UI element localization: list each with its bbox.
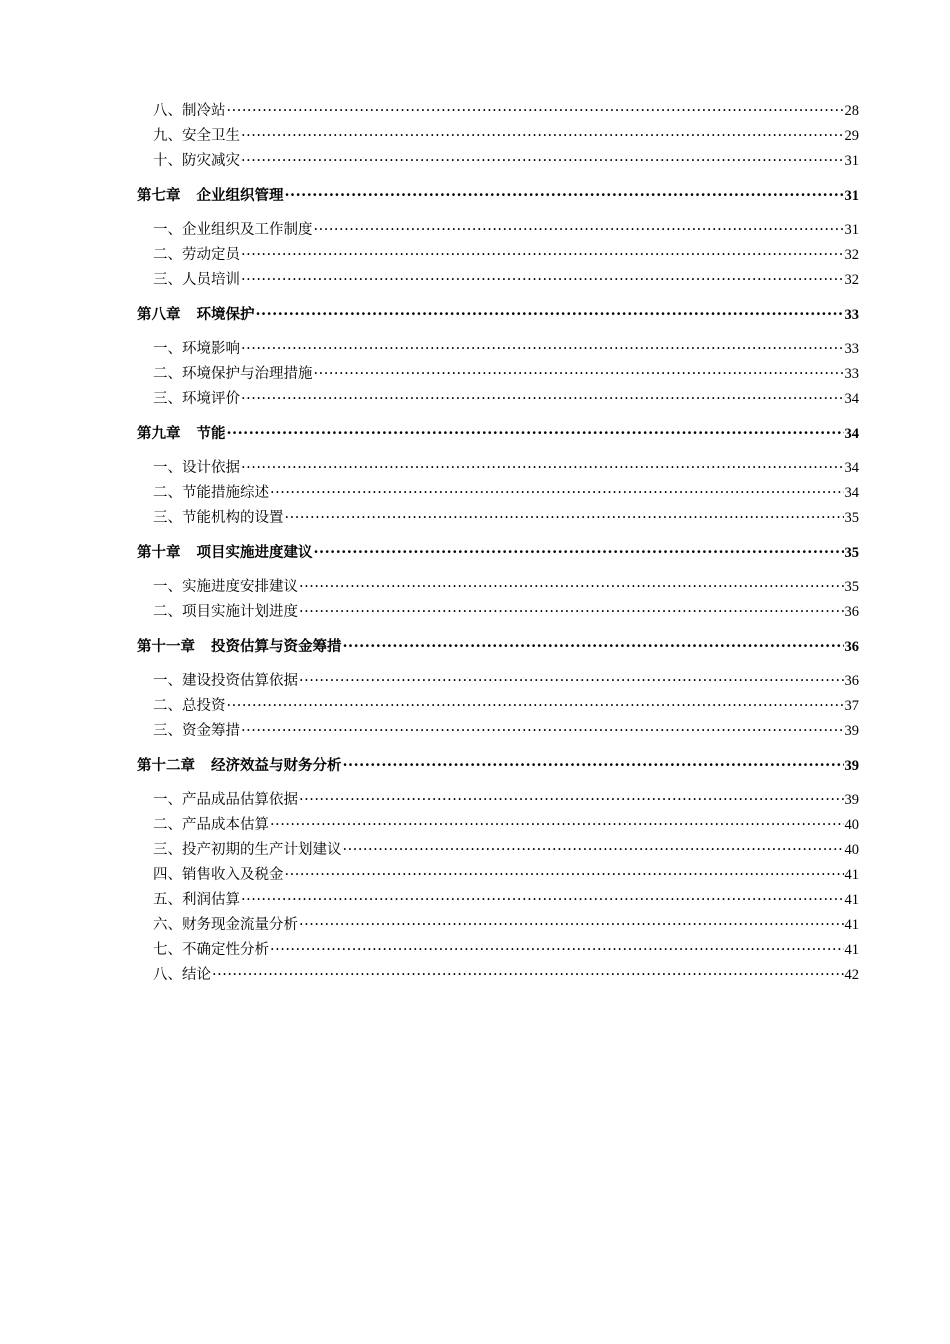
- page-number: 35: [844, 579, 859, 595]
- dot-leader: [299, 575, 844, 600]
- toc-chapter-entry[interactable]: [137, 753, 859, 779]
- dot-leader: [241, 456, 844, 481]
- toc-entry-label: 二、劳动定员: [153, 247, 240, 263]
- dot-leader: [285, 183, 844, 208]
- page-number: 35: [844, 510, 859, 526]
- toc-entry-label: 三、人员培训: [153, 272, 240, 288]
- toc-section-entry[interactable]: [137, 963, 859, 988]
- toc-entry-label: 三、节能机构的设置: [153, 510, 284, 526]
- toc-entry-label: 七、不确定性分析: [153, 942, 269, 958]
- chapter-number: 第十一章: [137, 638, 195, 655]
- dot-leader: [270, 938, 844, 963]
- toc-entry-label: 一、实施进度安排建议: [153, 579, 298, 595]
- page-number: 41: [844, 867, 859, 883]
- toc-entry-title: [153, 243, 240, 268]
- toc-chapter-entry[interactable]: [137, 540, 859, 566]
- page-number: 33: [844, 307, 859, 323]
- toc-entry-title: [153, 387, 240, 412]
- toc-entry-label: 二、环境保护与治理措施: [153, 366, 313, 382]
- dot-leader: [241, 387, 844, 412]
- page-number: 37: [844, 698, 859, 714]
- toc-chapter-entry[interactable]: [137, 634, 859, 660]
- toc-entry-title: [153, 506, 284, 531]
- page-number: 31: [844, 222, 859, 238]
- dot-leader: [241, 888, 844, 913]
- page-number: 41: [844, 942, 859, 958]
- toc-entry-title: [153, 481, 269, 506]
- dot-leader: [343, 634, 844, 659]
- page-number: 34: [844, 426, 859, 442]
- toc-section-entry[interactable]: [137, 938, 859, 963]
- toc-entry-title: [137, 540, 313, 565]
- toc-entry-title: [153, 575, 298, 600]
- toc-chapter-entry[interactable]: [137, 183, 859, 209]
- toc-entry-label: 九、安全卫生: [153, 128, 240, 144]
- toc-entry-title: [137, 183, 284, 208]
- dot-leader: [227, 421, 844, 446]
- dot-leader: [314, 540, 844, 565]
- toc-entry-label: 三、环境评价: [153, 391, 240, 407]
- toc-entry-label: 项目实施进度建议: [196, 544, 313, 561]
- toc-entry-label: 一、企业组织及工作制度: [153, 222, 313, 238]
- toc-entry-title: [153, 456, 240, 481]
- toc-section-entry[interactable]: [137, 719, 859, 744]
- toc-section-entry[interactable]: [137, 456, 859, 481]
- page-number: 36: [844, 604, 859, 620]
- toc-entry-title: [153, 838, 342, 863]
- page-number: 36: [844, 639, 859, 655]
- toc-entry-title: [153, 913, 298, 938]
- toc-entry-label: 经济效益与财务分析: [211, 757, 342, 774]
- toc-section-entry[interactable]: [137, 218, 859, 243]
- page-number: 34: [844, 460, 859, 476]
- toc-entry-title: [153, 669, 298, 694]
- toc-entry-label: 三、投产初期的生产计划建议: [153, 842, 342, 858]
- toc-section-entry[interactable]: [137, 575, 859, 600]
- toc-entry-title: [153, 863, 284, 888]
- toc-entry-title: [137, 634, 342, 659]
- dot-leader: [212, 963, 844, 988]
- toc-section-entry[interactable]: [137, 669, 859, 694]
- page-number: 31: [844, 153, 859, 169]
- chapter-number: 第十章: [137, 544, 181, 561]
- toc-entry-label: 一、环境影响: [153, 341, 240, 357]
- page-number: 40: [844, 842, 859, 858]
- toc-entry-title: [153, 362, 313, 387]
- dot-leader: [285, 863, 844, 888]
- toc-entry-title: [153, 813, 269, 838]
- dot-leader: [241, 268, 844, 293]
- toc-entry-label: 环境保护: [196, 306, 255, 323]
- toc-entry-label: 二、项目实施计划进度: [153, 604, 298, 620]
- toc-entry-label: 节能: [196, 425, 226, 442]
- page-number: 34: [844, 391, 859, 407]
- toc-section-entry[interactable]: [137, 268, 859, 293]
- chapter-number: 第十二章: [137, 757, 195, 774]
- dot-leader: [256, 302, 844, 327]
- toc-section-entry[interactable]: [137, 506, 859, 531]
- toc-entry-title: [137, 421, 226, 446]
- page-number: 39: [844, 723, 859, 739]
- table-of-contents: [137, 99, 859, 988]
- dot-leader: [299, 913, 844, 938]
- page-number: 29: [844, 128, 859, 144]
- page-number: 39: [844, 792, 859, 808]
- page-number: 39: [844, 758, 859, 774]
- dot-leader: [241, 149, 844, 174]
- toc-section-entry[interactable]: [137, 149, 859, 174]
- toc-entry-title: [153, 694, 226, 719]
- dot-leader: [299, 788, 844, 813]
- toc-entry-title: [153, 99, 226, 124]
- toc-entry-label: 二、产品成本估算: [153, 817, 269, 833]
- toc-entry-title: [153, 963, 211, 988]
- page-number: 31: [844, 188, 859, 204]
- toc-chapter-entry[interactable]: [137, 302, 859, 328]
- dot-leader: [241, 124, 844, 149]
- toc-entry-label: 二、总投资: [153, 698, 226, 714]
- dot-leader: [299, 600, 844, 625]
- dot-leader: [241, 719, 844, 744]
- page-number: 32: [844, 272, 859, 288]
- toc-entry-label: 六、财务现金流量分析: [153, 917, 298, 933]
- page-number: 35: [844, 545, 859, 561]
- dot-leader: [270, 481, 844, 506]
- toc-section-entry[interactable]: [137, 813, 859, 838]
- toc-entry-title: [153, 337, 240, 362]
- dot-leader: [285, 506, 844, 531]
- toc-entry-title: [153, 218, 313, 243]
- toc-entry-title: [137, 753, 342, 778]
- dot-leader: [314, 362, 844, 387]
- toc-section-entry[interactable]: [137, 863, 859, 888]
- toc-entry-label: 五、利润估算: [153, 892, 240, 908]
- dot-leader: [270, 813, 844, 838]
- page-number: 41: [844, 892, 859, 908]
- page-number: 28: [844, 103, 859, 119]
- dot-leader: [343, 838, 844, 863]
- chapter-number: 第七章: [137, 187, 181, 204]
- toc-chapter-entry[interactable]: [137, 421, 859, 447]
- dot-leader: [241, 243, 844, 268]
- toc-section-entry[interactable]: [137, 337, 859, 362]
- toc-section-entry[interactable]: [137, 481, 859, 506]
- page-number: 42: [844, 967, 859, 983]
- toc-entry-title: [153, 268, 240, 293]
- dot-leader: [314, 218, 844, 243]
- toc-entry-title: [153, 124, 240, 149]
- toc-section-entry[interactable]: [137, 243, 859, 268]
- dot-leader: [227, 99, 844, 124]
- toc-entry-label: 一、设计依据: [153, 460, 240, 476]
- toc-entry-label: 一、建设投资估算依据: [153, 673, 298, 689]
- page-number: 40: [844, 817, 859, 833]
- toc-entry-label: 十、防灾减灾: [153, 153, 240, 169]
- toc-section-entry[interactable]: [137, 838, 859, 863]
- toc-section-entry[interactable]: [137, 387, 859, 412]
- chapter-number: 第九章: [137, 425, 181, 442]
- toc-section-entry[interactable]: [137, 888, 859, 913]
- toc-entry-label: 八、结论: [153, 967, 211, 983]
- dot-leader: [343, 753, 844, 778]
- toc-entry-label: 投资估算与资金筹措: [211, 638, 342, 655]
- toc-entry-title: [153, 888, 240, 913]
- dot-leader: [241, 337, 844, 362]
- toc-section-entry[interactable]: [137, 124, 859, 149]
- toc-entry-title: [153, 788, 298, 813]
- toc-section-entry[interactable]: [137, 600, 859, 625]
- dot-leader: [227, 694, 844, 719]
- toc-entry-label: 二、节能措施综述: [153, 485, 269, 501]
- toc-section-entry[interactable]: [137, 788, 859, 813]
- page-number: 36: [844, 673, 859, 689]
- toc-section-entry[interactable]: [137, 362, 859, 387]
- toc-entry-title: [153, 719, 240, 744]
- dot-leader: [299, 669, 844, 694]
- toc-entry-label: 四、销售收入及税金: [153, 867, 284, 883]
- toc-entry-label: 三、资金筹措: [153, 723, 240, 739]
- toc-entry-title: [153, 938, 269, 963]
- toc-section-entry[interactable]: [137, 694, 859, 719]
- toc-section-entry[interactable]: [137, 99, 859, 124]
- toc-entry-label: 一、产品成品估算依据: [153, 792, 298, 808]
- page-number: 33: [844, 341, 859, 357]
- page-number: 41: [844, 917, 859, 933]
- toc-entry-title: [137, 302, 255, 327]
- page-number: 34: [844, 485, 859, 501]
- toc-entry-title: [153, 600, 298, 625]
- toc-entry-title: [153, 149, 240, 174]
- toc-entry-label: 企业组织管理: [196, 187, 284, 204]
- page-number: 32: [844, 247, 859, 263]
- toc-section-entry[interactable]: [137, 913, 859, 938]
- chapter-number: 第八章: [137, 306, 181, 323]
- toc-entry-label: 八、制冷站: [153, 103, 226, 119]
- page-number: 33: [844, 366, 859, 382]
